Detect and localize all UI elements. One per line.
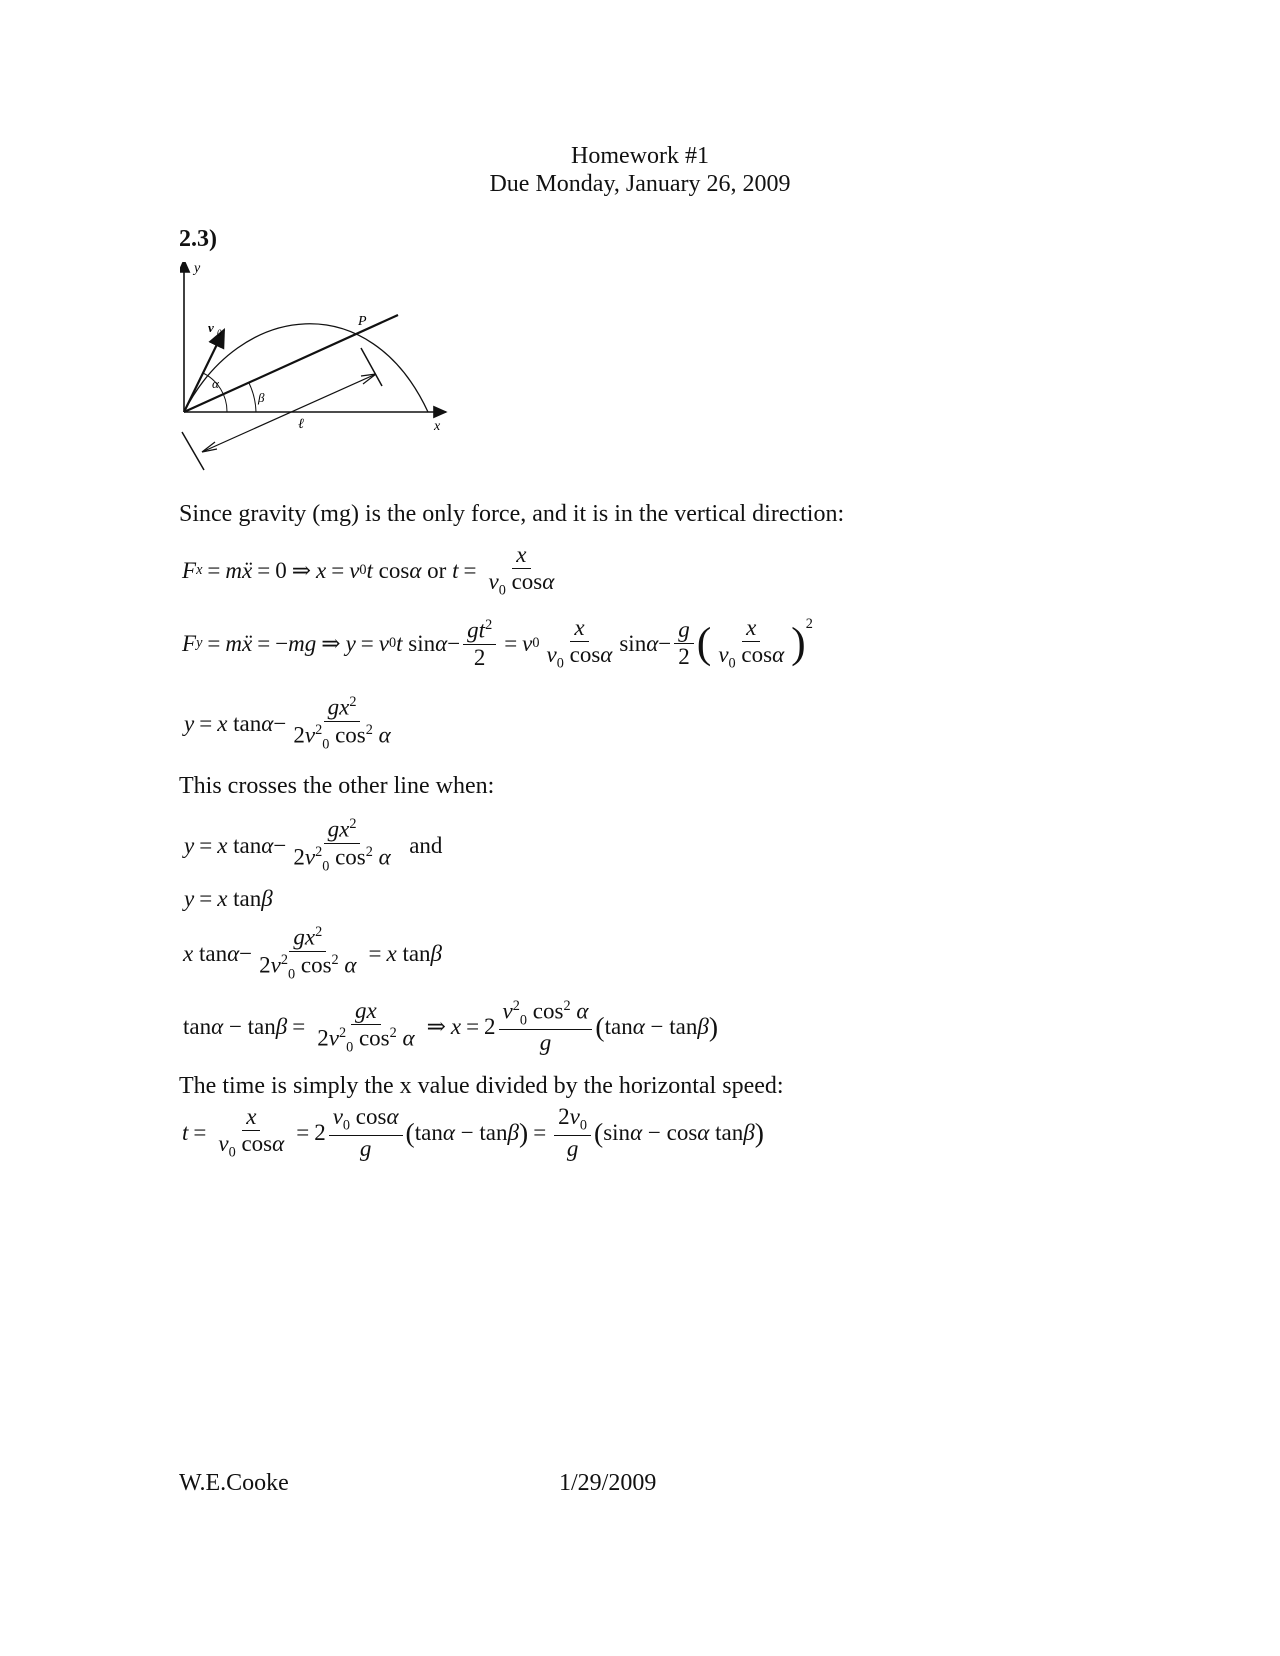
footer-author: W.E.Cooke (179, 1470, 289, 1496)
length-tick-right (361, 348, 382, 386)
x-axis-label: x (434, 419, 441, 434)
or-word: or (427, 557, 447, 583)
length-arrow-right (361, 374, 376, 384)
equation-intersection: x tan α − $\frac{gx^2}{2v^2_0 \cos^2 \alpha}$ = x tan β (183, 924, 443, 983)
and-word: and (409, 832, 443, 858)
projectile-diagram (180, 262, 470, 502)
equation-time: t = $\frac{x}{v_0 \cos\alpha}$ = 2 $\frac{v_0 \cos\alpha}{g}$ ( tan α − tan β ) = $\frac{2v_0}{g}$ ( sin α − cos α tan β ) (182, 1104, 764, 1161)
equation-fy: F y = mẍ = − mg ⇒ y = v 0 t sin α − $\frac{gt^2}{2}$ = v 0 $\frac{x}{v_0 \cos\alpha}$ sin α − $\frac{g}{2}$ ( $\frac{x}{v_0 \cos\alpha}$ ) $^2$ (182, 615, 813, 672)
equation-fx: F x = m ẍ = 0 ⇒ x = v 0 t cos α or t = $\frac{x}{v_0 \cos\alpha}$ (182, 542, 555, 599)
velocity-label: v (208, 320, 214, 335)
length-label: ℓ (298, 417, 304, 432)
velocity-vector (184, 330, 224, 412)
length-tick-left (182, 432, 204, 470)
time-text: The time is simply the x value divided by the horizontal speed: (179, 1073, 784, 1099)
equation-line: y = x tan β (184, 886, 273, 911)
equation-trajectory: y = x tan α − $\frac{gx^2}{2v^2_0 \cos^2 \alpha}$ (184, 694, 391, 753)
velocity-subscript: 0 (217, 328, 222, 338)
y-axis-label: y (194, 262, 201, 276)
beta-label: β (258, 390, 265, 405)
due-date: Due Monday, January 26, 2009 (489, 171, 791, 197)
equation-trajectory-repeat: y = x tan α − $\frac{gx^2}{2v^2_0 \cos^2 \alpha}$ and (184, 816, 443, 875)
intro-text: Since gravity (mg) is the only force, and it is in the vertical direction: (179, 501, 845, 527)
alpha-label: α (212, 376, 219, 391)
crosses-text: This crosses the other line when: (179, 773, 495, 799)
beta-arc (249, 383, 256, 412)
length-dimension-line (202, 374, 376, 452)
length-arrow-left (202, 442, 217, 452)
footer-date: 1/29/2009 (559, 1470, 657, 1496)
point-p-label: P (358, 314, 367, 329)
problem-number: 2.3) (179, 226, 217, 252)
equation-solve-x: tan α − tan β = $\frac{gx}{2v^2_0 \cos^2 \alpha}$ ⇒ x = 2 $\frac{v^2_0 \cos^2 \alpha}{g}$ ( tan α − tan β ) (183, 998, 719, 1056)
homework-title: Homework #1 (571, 143, 709, 169)
